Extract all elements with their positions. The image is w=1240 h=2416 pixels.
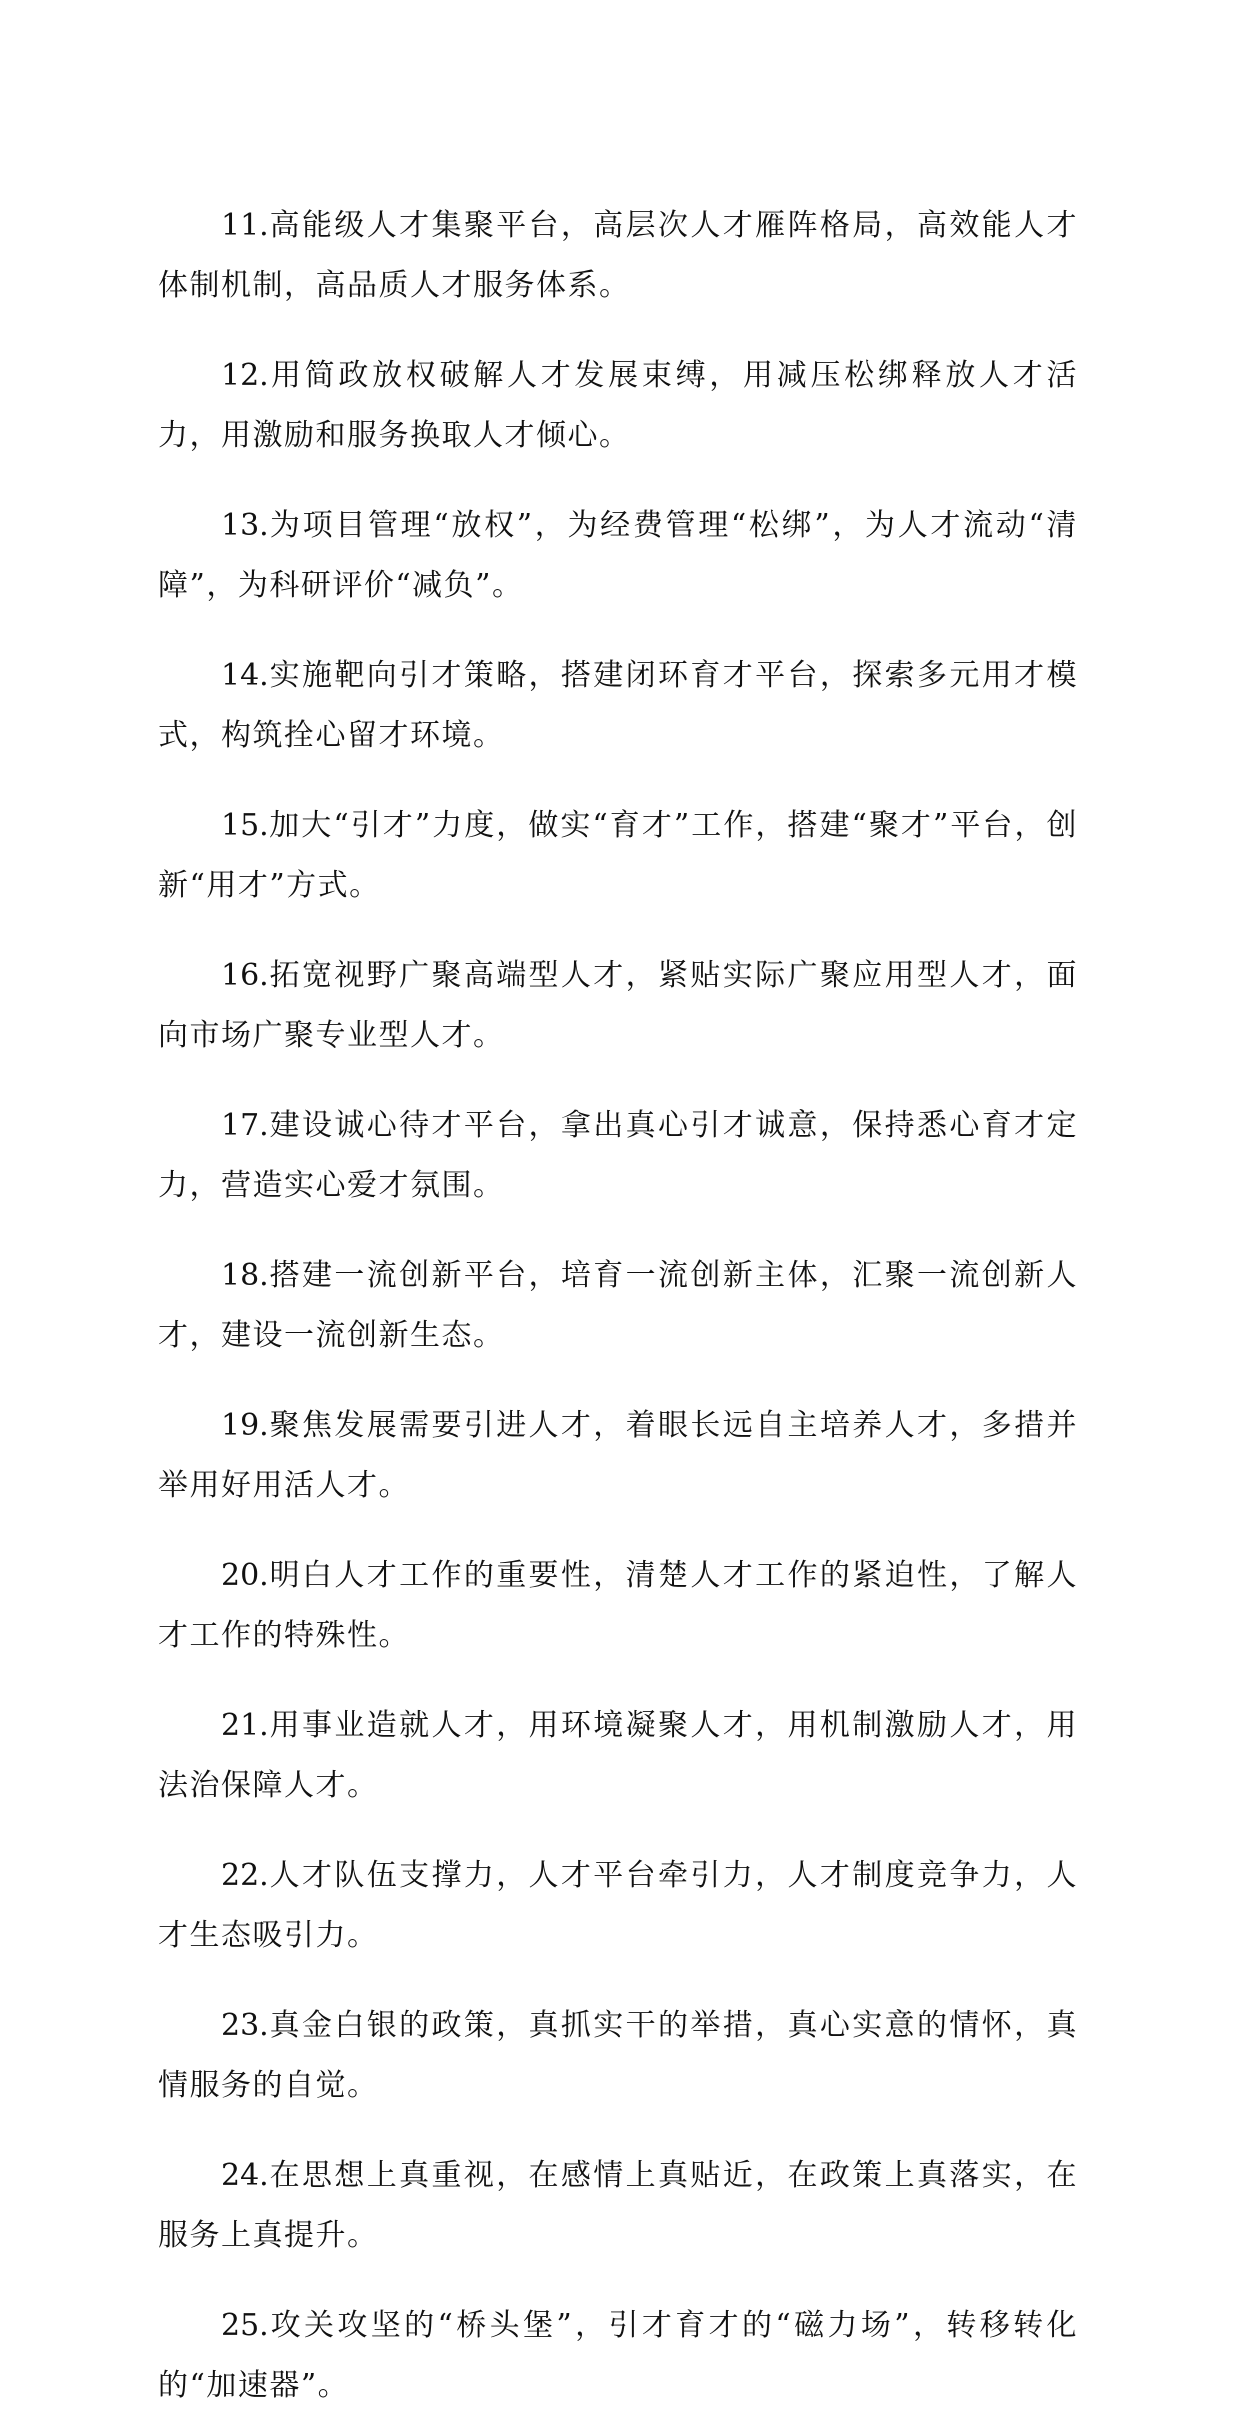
item-text: 明白人才工作的重要性，清楚人才工作的紧迫性，了解人才工作的特殊性。 [158, 1558, 1078, 1653]
list-item [158, 1846, 1078, 1966]
list-item [158, 1546, 1078, 1666]
item-number: 24. [221, 2158, 269, 2193]
list-item [158, 1096, 1078, 1216]
item-number: 11. [221, 208, 269, 243]
item-number: 23. [221, 2008, 269, 2043]
item-number: 17. [221, 1108, 269, 1143]
list-item [158, 196, 1078, 316]
item-number: 13. [221, 508, 269, 543]
item-text: 实施靶向引才策略，搭建闭环育才平台，探索多元用才模式，构筑拴心留才环境。 [158, 658, 1078, 753]
item-text: 用简政放权破解人才发展束缚，用减压松绑释放人才活力，用激励和服务换取人才倾心。 [158, 358, 1078, 453]
list-item [158, 2146, 1078, 2266]
item-text: 搭建一流创新平台，培育一流创新主体，汇聚一流创新人才，建设一流创新生态。 [158, 1258, 1078, 1353]
item-text: 在思想上真重视，在感情上真贴近，在政策上真落实，在服务上真提升。 [158, 2158, 1078, 2253]
list-item [158, 1996, 1078, 2116]
item-number: 19. [221, 1408, 269, 1443]
item-text: 为项目管理“放权”，为经费管理“松绑”，为人才流动“清障”，为科研评价“减负”。 [158, 508, 1078, 603]
item-number: 12. [221, 358, 269, 393]
item-text: 拓宽视野广聚高端型人才，紧贴实际广聚应用型人才，面向市场广聚专业型人才。 [158, 958, 1078, 1053]
list-item [158, 646, 1078, 766]
document-page [158, 196, 1078, 2416]
list-item [158, 946, 1078, 1066]
item-number: 20. [221, 1558, 269, 1593]
item-number: 18. [221, 1258, 269, 1293]
list-item [158, 796, 1078, 916]
item-number: 21. [221, 1708, 269, 1743]
list-item [158, 1246, 1078, 1366]
list-item [158, 496, 1078, 616]
item-number: 25. [221, 2308, 269, 2343]
item-text: 高能级人才集聚平台，高层次人才雁阵格局，高效能人才体制机制，高品质人才服务体系。 [158, 208, 1078, 303]
item-number: 16. [221, 958, 269, 993]
item-text: 加大“引才”力度，做实“育才”工作，搭建“聚才”平台，创新“用才”方式。 [158, 808, 1078, 903]
item-text: 人才队伍支撑力，人才平台牵引力，人才制度竞争力，人才生态吸引力。 [158, 1858, 1078, 1953]
list-item [158, 1396, 1078, 1516]
item-number: 22. [221, 1858, 269, 1893]
item-number: 14. [221, 658, 269, 693]
item-text: 攻关攻坚的“桥头堡”，引才育才的“磁力场”，转移转化的“加速器”。 [158, 2308, 1078, 2403]
item-text: 聚焦发展需要引进人才，着眼长远自主培养人才，多措并举用好用活人才。 [158, 1408, 1078, 1503]
list-item [158, 346, 1078, 466]
list-item [158, 1696, 1078, 1816]
item-text: 真金白银的政策，真抓实干的举措，真心实意的情怀，真情服务的自觉。 [158, 2008, 1078, 2103]
item-text: 用事业造就人才，用环境凝聚人才，用机制激励人才，用法治保障人才。 [158, 1708, 1078, 1803]
item-text: 建设诚心待才平台，拿出真心引才诚意，保持悉心育才定力，营造实心爱才氛围。 [158, 1108, 1078, 1203]
item-number: 15. [221, 808, 269, 843]
list-item [158, 2296, 1078, 2416]
